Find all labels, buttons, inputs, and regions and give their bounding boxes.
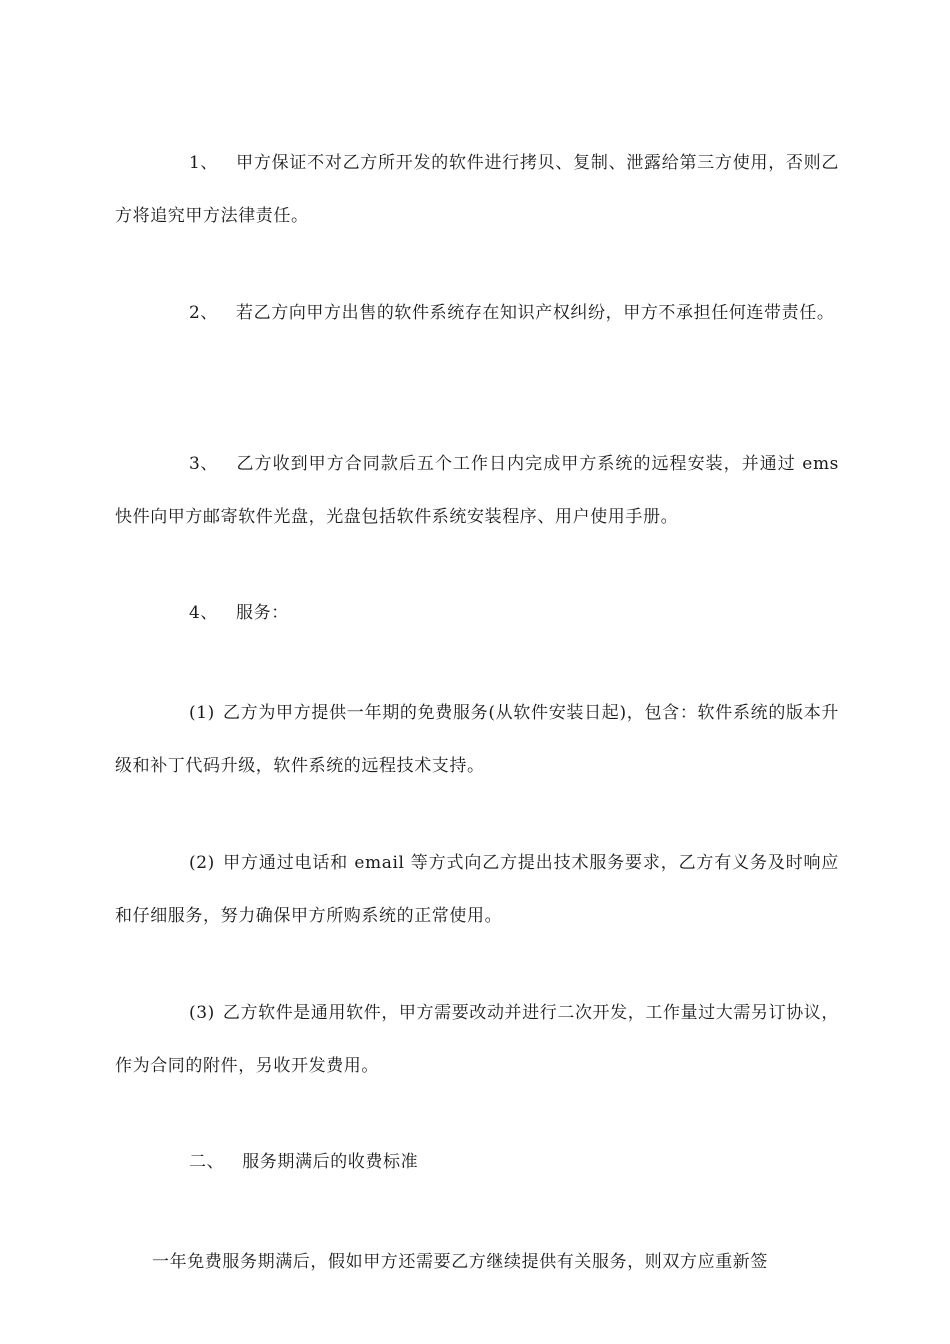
sub-clause-text: 乙方软件是通用软件，甲方需要改动并进行二次开发，工作量过大需另订协议，作为合同的附件，另收开发费用。 <box>115 1003 839 1076</box>
sub-clause-number: (1) <box>189 703 215 723</box>
clause-number: 1、 <box>189 153 219 173</box>
clause-number: 4、 <box>189 603 219 623</box>
clause-text: 乙方收到甲方合同款后五个工作日内完成甲方系统的远程安装，并通过 ems 快件向甲方邮寄软件光盘，光盘包括软件系统安装程序、用户使用手册。 <box>115 454 839 527</box>
sub-clause-text: 甲方通过电话和 email 等方式向乙方提出技术服务要求，乙方有义务及时响应和仔细服务，努力确保甲方所购系统的正常使用。 <box>115 853 839 926</box>
sub-clause-1 <box>115 687 839 793</box>
clause-text: 若乙方向甲方出售的软件系统存在知识产权纠纷，甲方不承担任何连带责任。 <box>236 303 835 323</box>
clause-1 <box>115 137 839 243</box>
clause-number: 3、 <box>189 454 219 474</box>
clause-number: 2、 <box>189 303 219 323</box>
section-title: 服务期满后的收费标准 <box>242 1152 419 1172</box>
clause-4 <box>115 587 839 640</box>
clause-2 <box>115 287 839 340</box>
section-heading <box>115 1136 839 1189</box>
clause-text: 服务： <box>236 603 289 623</box>
body-paragraph <box>115 1236 839 1289</box>
sub-clause-number: (3) <box>189 1003 215 1023</box>
paragraph-text: 一年免费服务期满后，假如甲方还需要乙方继续提供有关服务，则双方应重新签 <box>152 1252 768 1272</box>
sub-clause-2 <box>115 837 839 943</box>
section-number: 二、 <box>189 1152 225 1172</box>
sub-clause-3 <box>115 987 839 1093</box>
sub-clause-number: (2) <box>189 853 215 873</box>
clause-text: 甲方保证不对乙方所开发的软件进行拷贝、复制、泄露给第三方使用，否则乙方将追究甲方法律责任。 <box>115 153 839 226</box>
clause-3 <box>115 438 839 544</box>
sub-clause-text: 乙方为甲方提供一年期的免费服务(从软件安装日起)，包含：软件系统的版本升级和补丁代码升级，软件系统的远程技术支持。 <box>115 703 839 776</box>
